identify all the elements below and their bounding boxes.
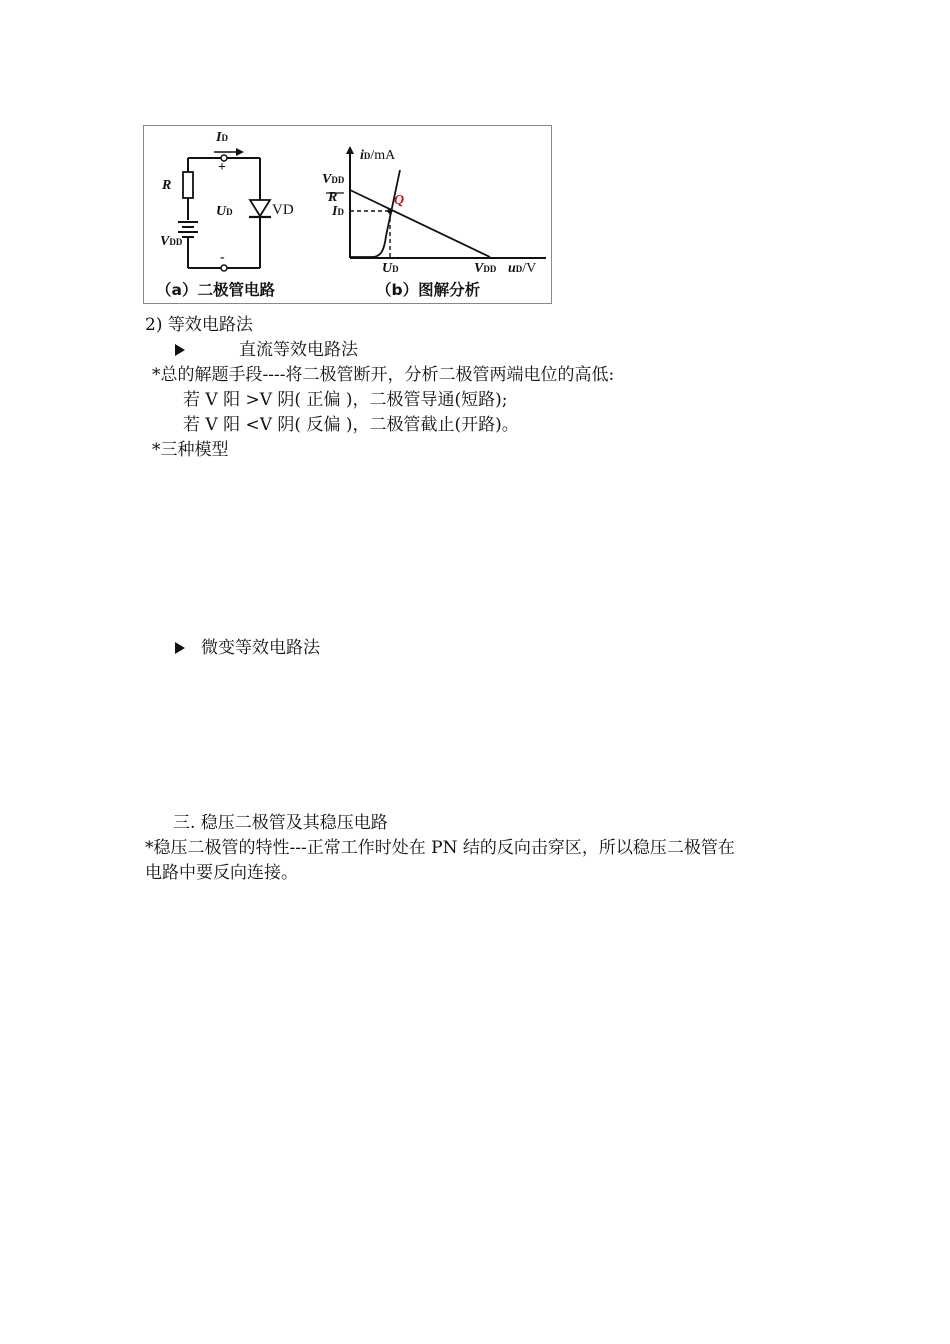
voltage-label: UD	[216, 204, 233, 219]
resistor-label: R	[162, 178, 172, 193]
source-label: VDD	[160, 234, 183, 249]
section-zener-heading: 三. 稳压二极管及其稳压电路	[173, 813, 388, 833]
x-axis-label: uD/V	[508, 261, 537, 276]
resistor-symbol	[183, 172, 193, 198]
section-equivalent-circuit: 2) 等效电路法	[145, 315, 253, 335]
bullet-dc-equivalent: 直流等效电路法	[175, 338, 358, 362]
zener-connection: 电路中要反向连接。	[145, 863, 298, 883]
diode-circuit-figure	[143, 125, 552, 304]
caption-b: （b）图解分析	[376, 281, 481, 299]
current-label: ID	[216, 130, 228, 145]
reverse-bias-rule: 若 V 阳 <V 阴( 反偏 )，二极管截止(开路)。	[183, 415, 519, 435]
ud-label: UD	[382, 261, 399, 276]
q-point	[388, 209, 393, 214]
current-arrow	[214, 148, 244, 156]
arrow-bullet-icon	[175, 642, 185, 654]
load-line	[350, 190, 490, 257]
zener-characteristic: *稳压二极管的特性---正常工作时处在 PN 结的反向击穿区，所以稳压二极管在	[145, 838, 735, 858]
method-summary: *总的解题手段----将二极管断开，分析二极管两端电位的高低:	[152, 365, 615, 385]
forward-bias-rule: 若 V 阳 >V 阴( 正偏 )，二极管导通(短路);	[183, 390, 508, 410]
plus-sign: +	[218, 160, 226, 175]
diode-symbol	[249, 200, 271, 217]
bullet-small-signal: 微变等效电路法	[175, 636, 320, 660]
three-models: *三种模型	[152, 440, 229, 460]
intercept-denominator: R	[328, 190, 338, 205]
q-label: Q	[394, 193, 405, 208]
y-axis-label: iD/mA	[360, 148, 396, 163]
id-label: ID	[332, 204, 344, 219]
arrow-bullet-icon	[175, 344, 185, 356]
y-axis-arrowhead	[346, 146, 354, 154]
diode-label: VD	[272, 202, 294, 218]
caption-a: （a）二极管电路	[156, 281, 275, 299]
q-point-guides	[350, 211, 390, 258]
minus-sign: -	[220, 250, 225, 265]
vdd-label: VDD	[474, 261, 497, 276]
intercept-numerator: VDD	[322, 172, 345, 187]
diode-iv-curve	[350, 170, 400, 257]
